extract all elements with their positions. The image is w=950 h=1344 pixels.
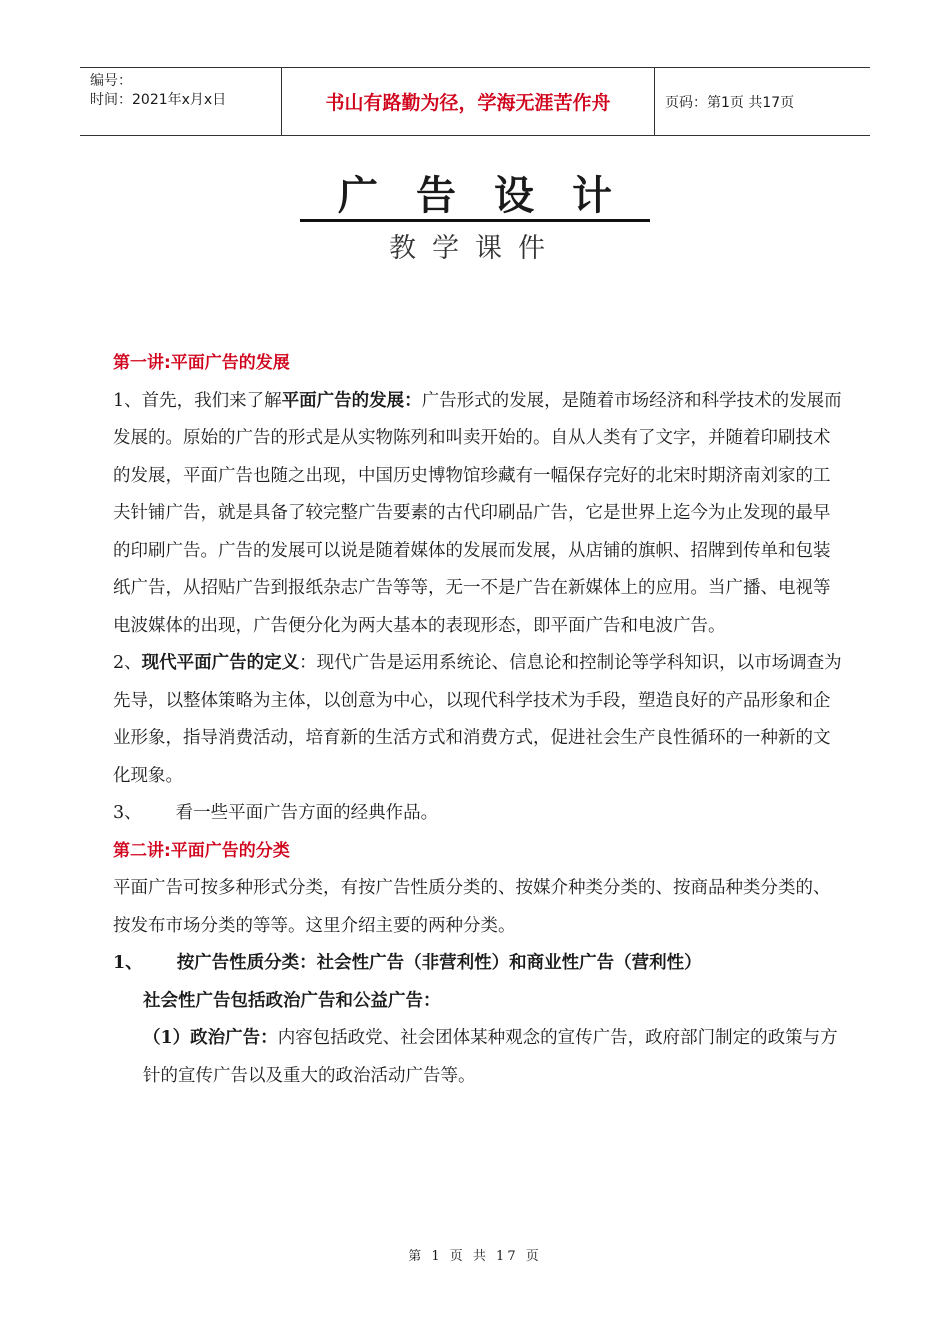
lecture1-paragraph1: [113, 383, 843, 646]
p1-bold: 平面广告的发展：: [281, 390, 422, 411]
lecture2-heading: 第二讲:平面广告的分类: [113, 840, 290, 861]
p2-bold: 现代平面广告的定义: [141, 653, 300, 673]
lecture2-intro: 平面广告可按多种形式分类，有按广告性质分类的、按媒介种类分类的、按商品种类分类的、按发布市场分类的等等。这里介绍主要的两种分类。: [113, 878, 831, 936]
page-header: [80, 67, 870, 136]
time-label: 时间：2021年x月x日: [90, 92, 227, 108]
sub1-text: 内容包括政党、社会团体某种观念的宣传广告，政府部门制定的政策与方针的宣传广告以及重大的政治活动广告等。: [143, 1028, 838, 1086]
lecture2-subheading: 社会性广告包括政治广告和公益广告：: [143, 990, 441, 1011]
header-meta: [80, 68, 281, 135]
lecture2-item1: [113, 945, 843, 983]
item1-num: 1、: [113, 953, 143, 973]
lecture1-paragraph2: [113, 645, 843, 795]
p1-prefix: 1、首先，我们来了解: [113, 390, 282, 411]
lecture2-sub1: [113, 1020, 843, 1095]
sub1-bold: （1）政治广告：: [143, 1028, 278, 1048]
main-content: [113, 345, 843, 1095]
p3-num: 3、: [113, 803, 142, 823]
document-title: [0, 170, 950, 222]
p1-text: 广告形式的发展，是随着市场经济和科学技术的发展而发展的。原始的广告的形式是从实物陈列和叫卖开始的。自从人类有了文字，并随着印刷技术的发展，平面广告也随之出现，中国历史博物馆珍藏有一幅保存完好的北宋时期济南刘家的工夫针铺广告，就是具备了较完整广告要素的古代印刷品广告，它是世界上迄今为止发现的最早的印刷广告。广告的发展可以说是随着媒体的发展而发展，从店铺的旗帜、招牌到传单和包装纸广告，从招贴广告到报纸杂志广告等等，无一不是广告在新媒体上的应用。当广播、电视等电波媒体的出现，广告便分化为两大基本的表现形态，即平面广告和电波广告。: [113, 390, 842, 636]
lecture1-heading: 第一讲:平面广告的发展: [113, 353, 290, 373]
title-text: 广告设计: [300, 173, 650, 222]
document-subtitle: 教学课件: [389, 233, 561, 264]
page-footer: 第 1 页 共 17 页: [408, 1249, 542, 1264]
number-label: 编号：: [90, 73, 132, 89]
header-page-info: 页码：第1页 共17页: [665, 94, 795, 111]
item1-text: 按广告性质分类：社会性广告（非营利性）和商业性广告（营利性）: [176, 953, 702, 973]
lecture1-paragraph3: [113, 795, 843, 833]
header-motto: 书山有路勤为径，学海无涯苦作舟: [281, 68, 655, 135]
p2-text: ：现代广告是运用系统论、信息论和控制论等学科知识，以市场调查为先导，以整体策略为主体，以创意为中心，以现代科学技术为手段，塑造良好的产品形象和企业形象，指导消费活动，培育新的生活方式和消费方式，促进社会生产良性循环的一种新的文化现象。: [113, 653, 842, 786]
p3-text: 看一些平面广告方面的经典作品。: [175, 803, 439, 823]
p2-prefix: 2、: [113, 653, 142, 673]
